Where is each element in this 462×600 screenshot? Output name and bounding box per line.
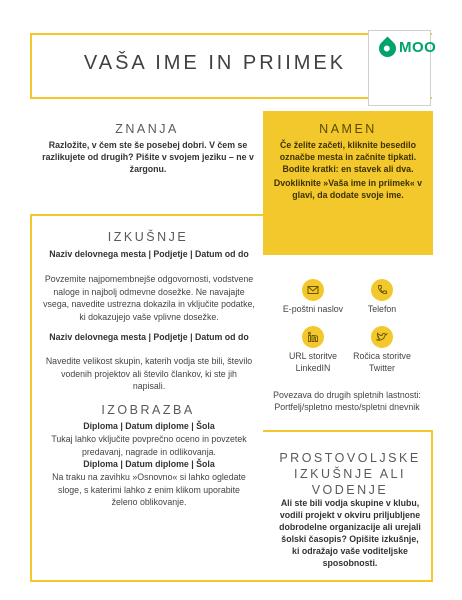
twitter-icon — [371, 326, 393, 348]
prostovoljske-heading[interactable]: PROSTOVOLJSKE IZKUŠNJE ALI VODENJE — [279, 451, 421, 497]
phone-label[interactable]: Telefon — [367, 304, 397, 314]
edu2-title[interactable]: Diploma | Datum diplome | Šola — [83, 459, 215, 469]
izobrazba-heading[interactable]: IZOBRAZBA — [101, 403, 195, 417]
znanja-heading[interactable]: ZNANJA — [115, 122, 179, 136]
moo-drop-icon — [375, 36, 399, 60]
edu2-text[interactable]: Na traku na zavihku »Osnovno« si lahko ogledate sloge, s katerimi lahko z enim klikom uporabite želeno oblikovanje. — [52, 472, 246, 507]
edu1-text[interactable]: Tukaj lahko vključite povprečno oceno in povzetek predavanj, nagrade in odlikovanja. — [51, 434, 247, 457]
linkedin-icon — [302, 326, 324, 348]
frame-line — [30, 580, 264, 582]
linkedin-label[interactable]: URL storitve LinkedIN — [288, 351, 338, 373]
email-label[interactable]: E-poštni naslov — [282, 304, 344, 314]
namen-box — [263, 111, 433, 255]
edu1-title[interactable]: Diploma | Datum diplome | Šola — [83, 421, 215, 431]
job1-text[interactable]: Povzemite najpomembnejše odgovornosti, vodstvene naloge in najbolj odmevne dosežke. Ne navajajte vsega, navedite ustrezna dokazila in vključite podatke, ki dokazujejo vaše vplivne dosežke. — [43, 274, 255, 322]
frame-line — [263, 580, 433, 582]
job2-title[interactable]: Naziv delovnega mesta | Podjetje | Datum od do — [49, 332, 249, 342]
job2-text[interactable]: Navedite velikost skupin, katerih vodja ste bili, število vodenih projektov ali število člankov, ki ste jih napisali. — [45, 356, 253, 391]
page-title[interactable]: VAŠA IME IN PRIIMEK — [83, 52, 347, 74]
frame-line — [30, 214, 264, 216]
email-icon — [302, 279, 324, 301]
namen-heading[interactable]: NAMEN — [319, 122, 377, 136]
namen-text-1[interactable]: Če želite začeti, kliknite besedilo označbe mesta in začnite tipkati. Bodite kratki: en stavek ali dva. — [279, 140, 417, 174]
other-links-label[interactable]: Povezava do drugih spletnih lastnosti: Portfelj/spletno mesto/spletni dnevnik — [273, 390, 421, 412]
izkusnje-heading[interactable]: IZKUŠNJE — [107, 230, 189, 244]
job1-title[interactable]: Naziv delovnega mesta | Podjetje | Datum od do — [49, 249, 249, 259]
twitter-label[interactable]: Ročica storitve Twitter — [353, 351, 411, 373]
frame-line — [263, 430, 433, 432]
namen-text-2[interactable]: Dvokliknite »Vaša ime in priimek« v glavi, da dodate svoje ime. — [273, 178, 423, 200]
frame-line — [431, 430, 433, 582]
phone-icon — [371, 279, 393, 301]
frame-line — [30, 214, 32, 582]
moo-logo-text: MOO — [399, 39, 437, 56]
prostovoljske-text[interactable]: Ali ste bili vodja skupine v klubu, vodili projekt v okviru priljubljene dobrodelne organizacije ali urejali šolski časopis? Opišite izkušnje, ki odražajo vaše voditeljske sposobnosti. — [279, 498, 421, 568]
moo-logo — [368, 30, 437, 106]
znanja-text[interactable]: Razložite, v čem ste še posebej dobri. V čem se razlikujete od drugih? Pišite v svojem jeziku – ne v žargonu. — [42, 140, 254, 174]
